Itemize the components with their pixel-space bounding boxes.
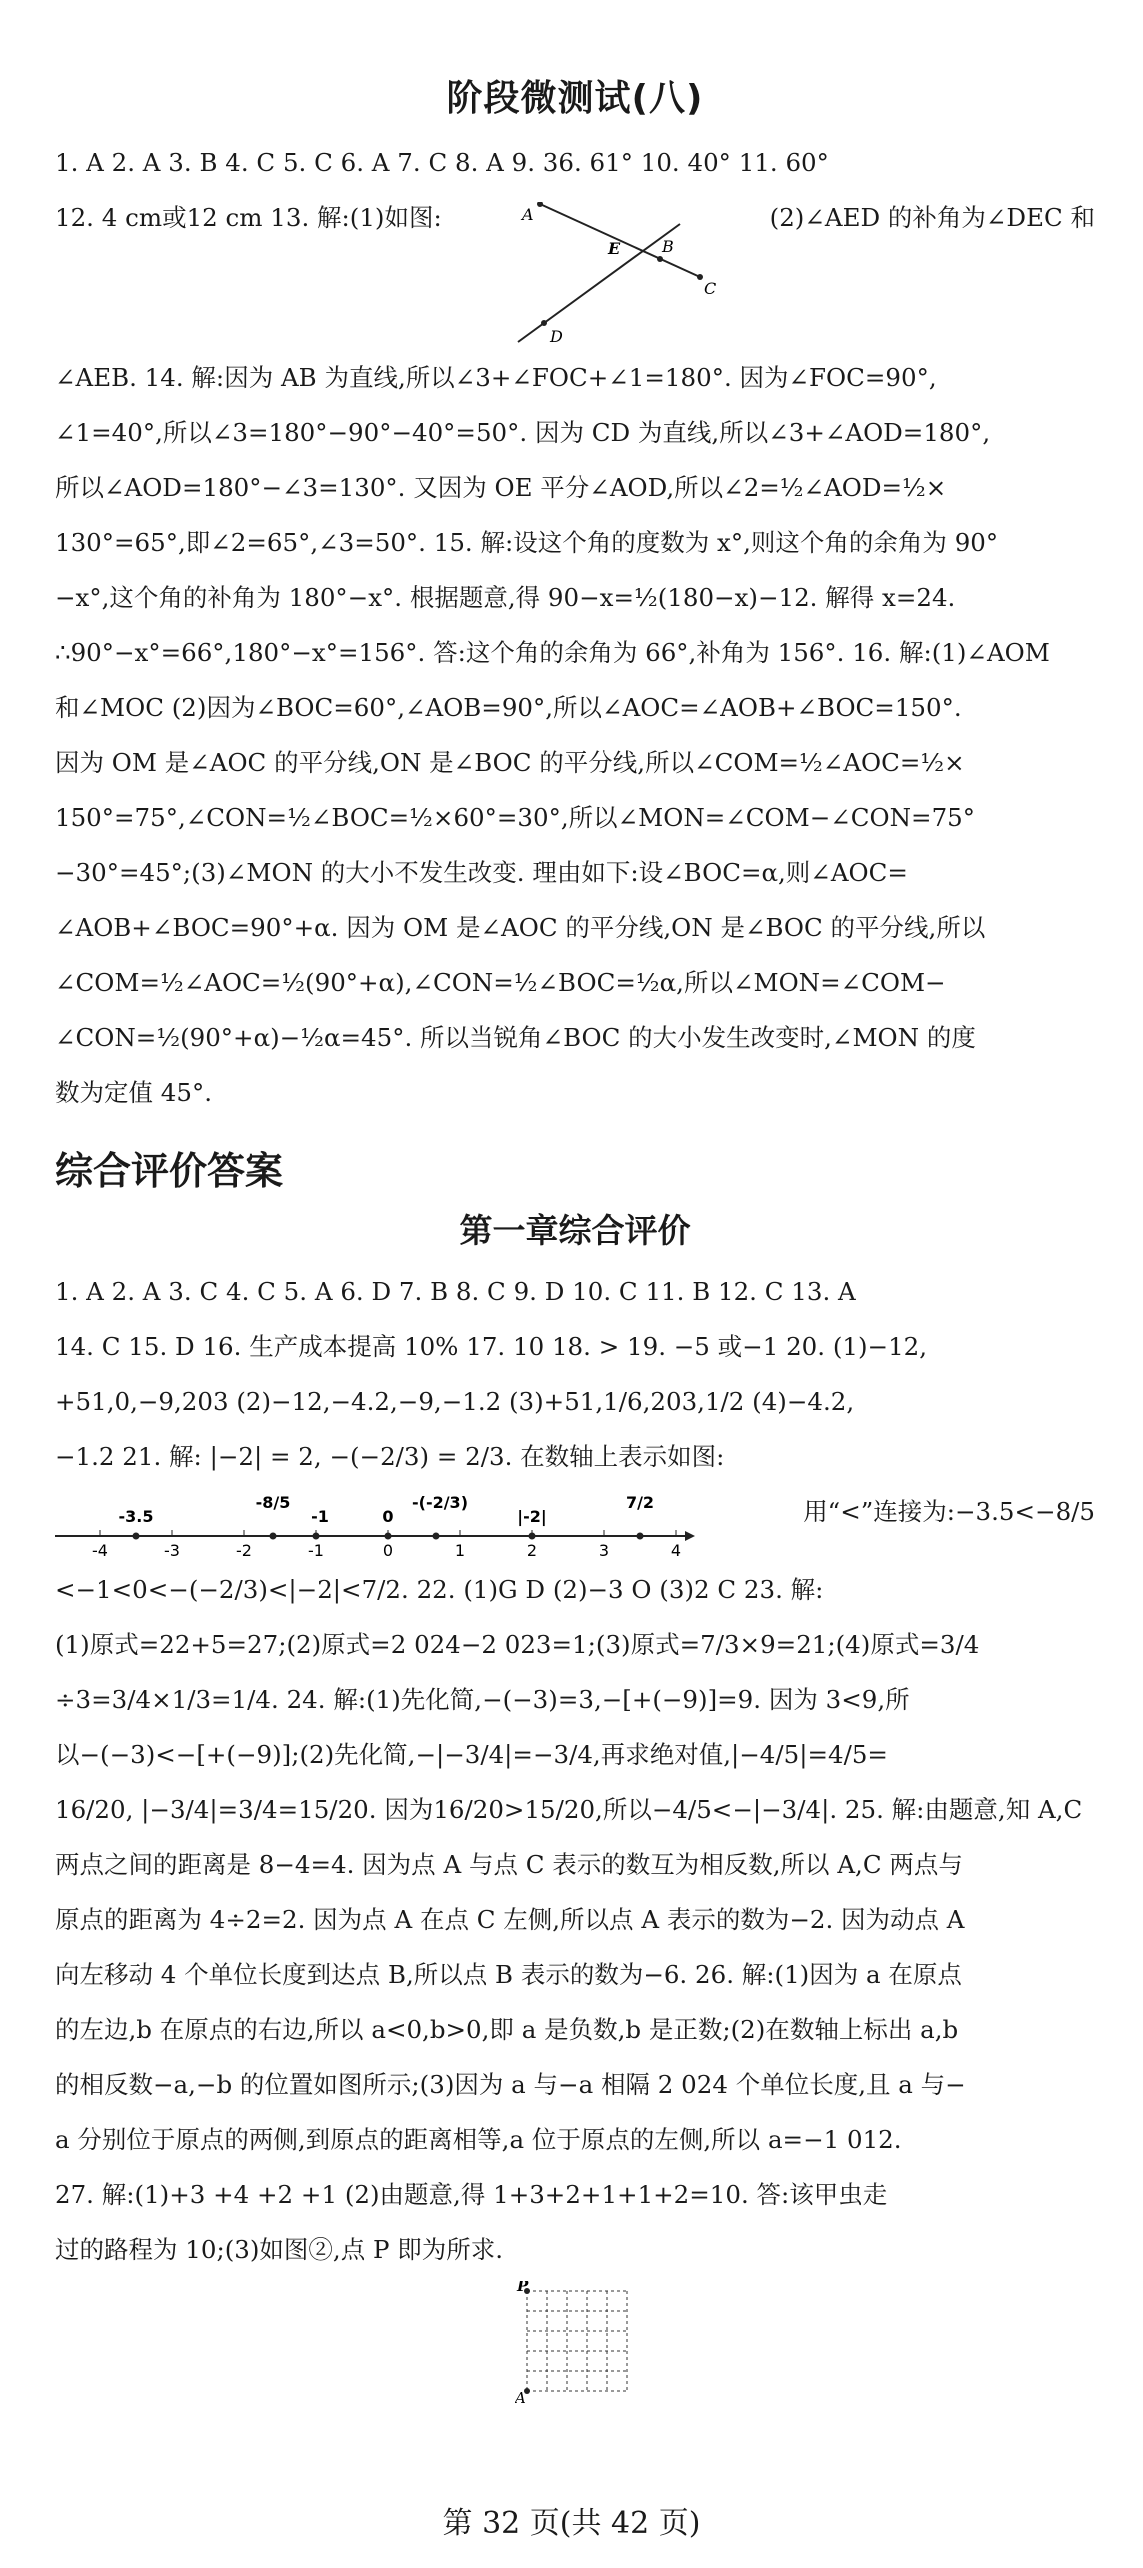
- point-label: 7/2: [625, 1493, 655, 1512]
- grid-label-p: P: [517, 2281, 529, 2295]
- point-label: -(-2/3): [411, 1493, 469, 1512]
- text-line: <−1<0<−(−2/3)<|−2|<7/2. 22. (1)G D (2)−3 O (3)2 C 23. 解:: [55, 1575, 824, 1604]
- text-line: 因为 OM 是∠AOC 的平分线,ON 是∠BOC 的平分线,所以∠COM=½∠AOC=½×: [55, 748, 965, 777]
- point-label: -3.5: [118, 1507, 154, 1526]
- text-line: 的左边,b 在原点的右边,所以 a<0,b>0,即 a 是负数,b 是正数;(2)在数轴上标出 a,b: [55, 2015, 959, 2044]
- text-line: 所以∠AOD=180°−∠3=130°. 又因为 OE 平分∠AOD,所以∠2=½∠AOD=½×: [55, 473, 947, 502]
- text-line: 数为定值 45°.: [55, 1078, 213, 1107]
- text-line: (1)原式=22+5=27;(2)原式=2 024−2 023=1;(3)原式=7/3×9=21;(4)原式=3/4: [55, 1630, 980, 1659]
- tick-label: 2: [526, 1541, 538, 1560]
- text-line: −x°,这个角的补角为 180°−x°. 根据题意,得 90−x=½(180−x)−12. 解得 x=24.: [55, 583, 956, 612]
- text-line: 12. 4 cm或12 cm 13. 解:(1)如图:: [55, 203, 442, 232]
- grid-label-a: A: [515, 2389, 526, 2406]
- label-a: A: [522, 205, 534, 224]
- text-line: 27. 解:(1)+3 +4 +2 +1 (2)由题意,得 1+3+2+1+1+2=10. 答:该甲虫走: [55, 2180, 888, 2209]
- text-line: 150°=75°,∠CON=½∠BOC=½×60°=30°,所以∠MON=∠COM−∠CON=75°: [55, 803, 976, 832]
- text-line: ∠AEB. 14. 解:因为 AB 为直线,所以∠3+∠FOC+∠1=180°. 因为∠FOC=90°,: [55, 363, 937, 392]
- text-line: 原点的距离为 4÷2=2. 因为点 A 在点 C 左侧,所以点 A 表示的数为−2. 因为动点 A: [55, 1905, 965, 1934]
- text-line: 向左移动 4 个单位长度到达点 B,所以点 B 表示的数为−6. 26. 解:(1)因为 a 在原点: [55, 1960, 962, 1989]
- tick-label: 3: [598, 1541, 610, 1560]
- answer-page: [55, 70, 1095, 2406]
- section2-heading: 综合评价答案: [55, 1149, 284, 1193]
- label-c: C: [704, 279, 717, 298]
- tick-label: -4: [92, 1541, 108, 1560]
- text-line: 1. A 2. A 3. B 4. C 5. C 6. A 7. C 8. A 9. 36. 61° 10. 40° 11. 60°: [55, 148, 829, 177]
- page-footer: 第 32 页(共 42 页): [442, 2506, 701, 2541]
- tick-label: -1: [308, 1541, 324, 1560]
- point-label: 0: [382, 1507, 394, 1526]
- section1-text: [55, 135, 1095, 1120]
- text-line: 以−(−3)<−[+(−9)];(2)先化简,−|−3/4|=−3/4,再求绝对值,|−4/5|=4/5=: [55, 1740, 888, 1769]
- number-line-figure: [55, 1484, 695, 1562]
- text-line: 过的路程为 10;(3)如图②,点 P 即为所求.: [55, 2235, 504, 2264]
- tick-label: -3: [164, 1541, 180, 1560]
- text-line: ∠1=40°,所以∠3=180°−90°−40°=50°. 因为 CD 为直线,所以∠3+∠AOD=180°,: [55, 418, 991, 447]
- text-line: 16/20, |−3/4|=3/4=15/20. 因为16/20>15/20,所以−4/5<−|−3/4|. 25. 解:由题意,知 A,C: [55, 1795, 1083, 1824]
- label-d: D: [550, 327, 563, 346]
- text-line: ÷3=3/4×1/3=1/4. 24. 解:(1)先化简,−(−3)=3,−[+(−9)]=9. 因为 3<9,所: [55, 1685, 910, 1714]
- text-line: ∠AOB+∠BOC=90°+α. 因为 OM 是∠AOC 的平分线,ON 是∠BOC 的平分线,所以: [55, 913, 986, 942]
- section-title: 阶段微测试(八): [446, 78, 704, 119]
- text-line: 14. C 15. D 16. 生产成本提高 10% 17. 10 18. > 19. −5 或−1 20. (1)−12,: [55, 1332, 928, 1361]
- text-line: −1.2 21. 解: |−2| = 2, −(−2/3) = 2/3. 在数轴上表示如图:: [55, 1442, 725, 1471]
- point-label: -1: [311, 1507, 329, 1526]
- tick-label: 1: [454, 1541, 466, 1560]
- intersecting-lines-figure: [510, 202, 740, 352]
- tick-label: 0: [382, 1541, 394, 1560]
- text-line: ∠CON=½(90°+α)−½α=45°. 所以当锐角∠BOC 的大小发生改变时,∠MON 的度: [55, 1023, 976, 1052]
- numline-block: [55, 1484, 1095, 1562]
- section2-subtitle: 第一章综合评价: [459, 1211, 691, 1250]
- text-line: −30°=45°;(3)∠MON 的大小不发生改变. 理由如下:设∠BOC=α,则∠AOC=: [55, 858, 908, 887]
- text-line: 1. A 2. A 3. C 4. C 5. A 6. D 7. B 8. C 9. D 10. C 11. B 12. C 13. A: [55, 1277, 856, 1306]
- text-line: +51,0,−9,203 (2)−12,−4.2,−9,−1.2 (3)+51,1/6,203,1/2 (4)−4.2,: [55, 1387, 855, 1416]
- text-line: a 分别位于原点的两侧,到原点的距离相等,a 位于原点的左侧,所以 a=−1 012.: [55, 2125, 902, 2154]
- text-line: (2)∠AED 的补角为∠DEC 和: [769, 203, 1095, 232]
- text-line: 两点之间的距离是 8−4=4. 因为点 A 与点 C 表示的数互为相反数,所以 A,C 两点与: [55, 1850, 963, 1879]
- tick-label: 4: [670, 1541, 682, 1560]
- text-line: 和∠MOC (2)因为∠BOC=60°,∠AOB=90°,所以∠AOC=∠AOB+∠BOC=150°.: [55, 693, 962, 722]
- grid-path-figure: [515, 2281, 635, 2406]
- label-e: E: [608, 239, 621, 258]
- label-b: B: [662, 237, 674, 256]
- point-label: |-2|: [517, 1507, 547, 1526]
- tick-label: -2: [236, 1541, 252, 1560]
- q13-block: [55, 190, 1095, 350]
- text-line: 的相反数−a,−b 的位置如图所示;(3)因为 a 与−a 相隔 2 024 个单位长度,且 a 与−: [55, 2070, 966, 2099]
- text-line: 130°=65°,即∠2=65°,∠3=50°. 15. 解:设这个角的度数为 x°,则这个角的余角为 90°: [55, 528, 999, 557]
- point-label: -8/5: [255, 1493, 291, 1512]
- section2-text: [55, 1264, 1095, 2277]
- text-line: ∠COM=½∠AOC=½(90°+α),∠CON=½∠BOC=½α,所以∠MON=∠COM−: [55, 968, 946, 997]
- text-line: ∴90°−x°=66°,180°−x°=156°. 答:这个角的余角为 66°,补角为 156°. 16. 解:(1)∠AOM: [55, 638, 1050, 667]
- text-line: 用“<”连接为:−3.5<−8/5: [803, 1497, 1095, 1526]
